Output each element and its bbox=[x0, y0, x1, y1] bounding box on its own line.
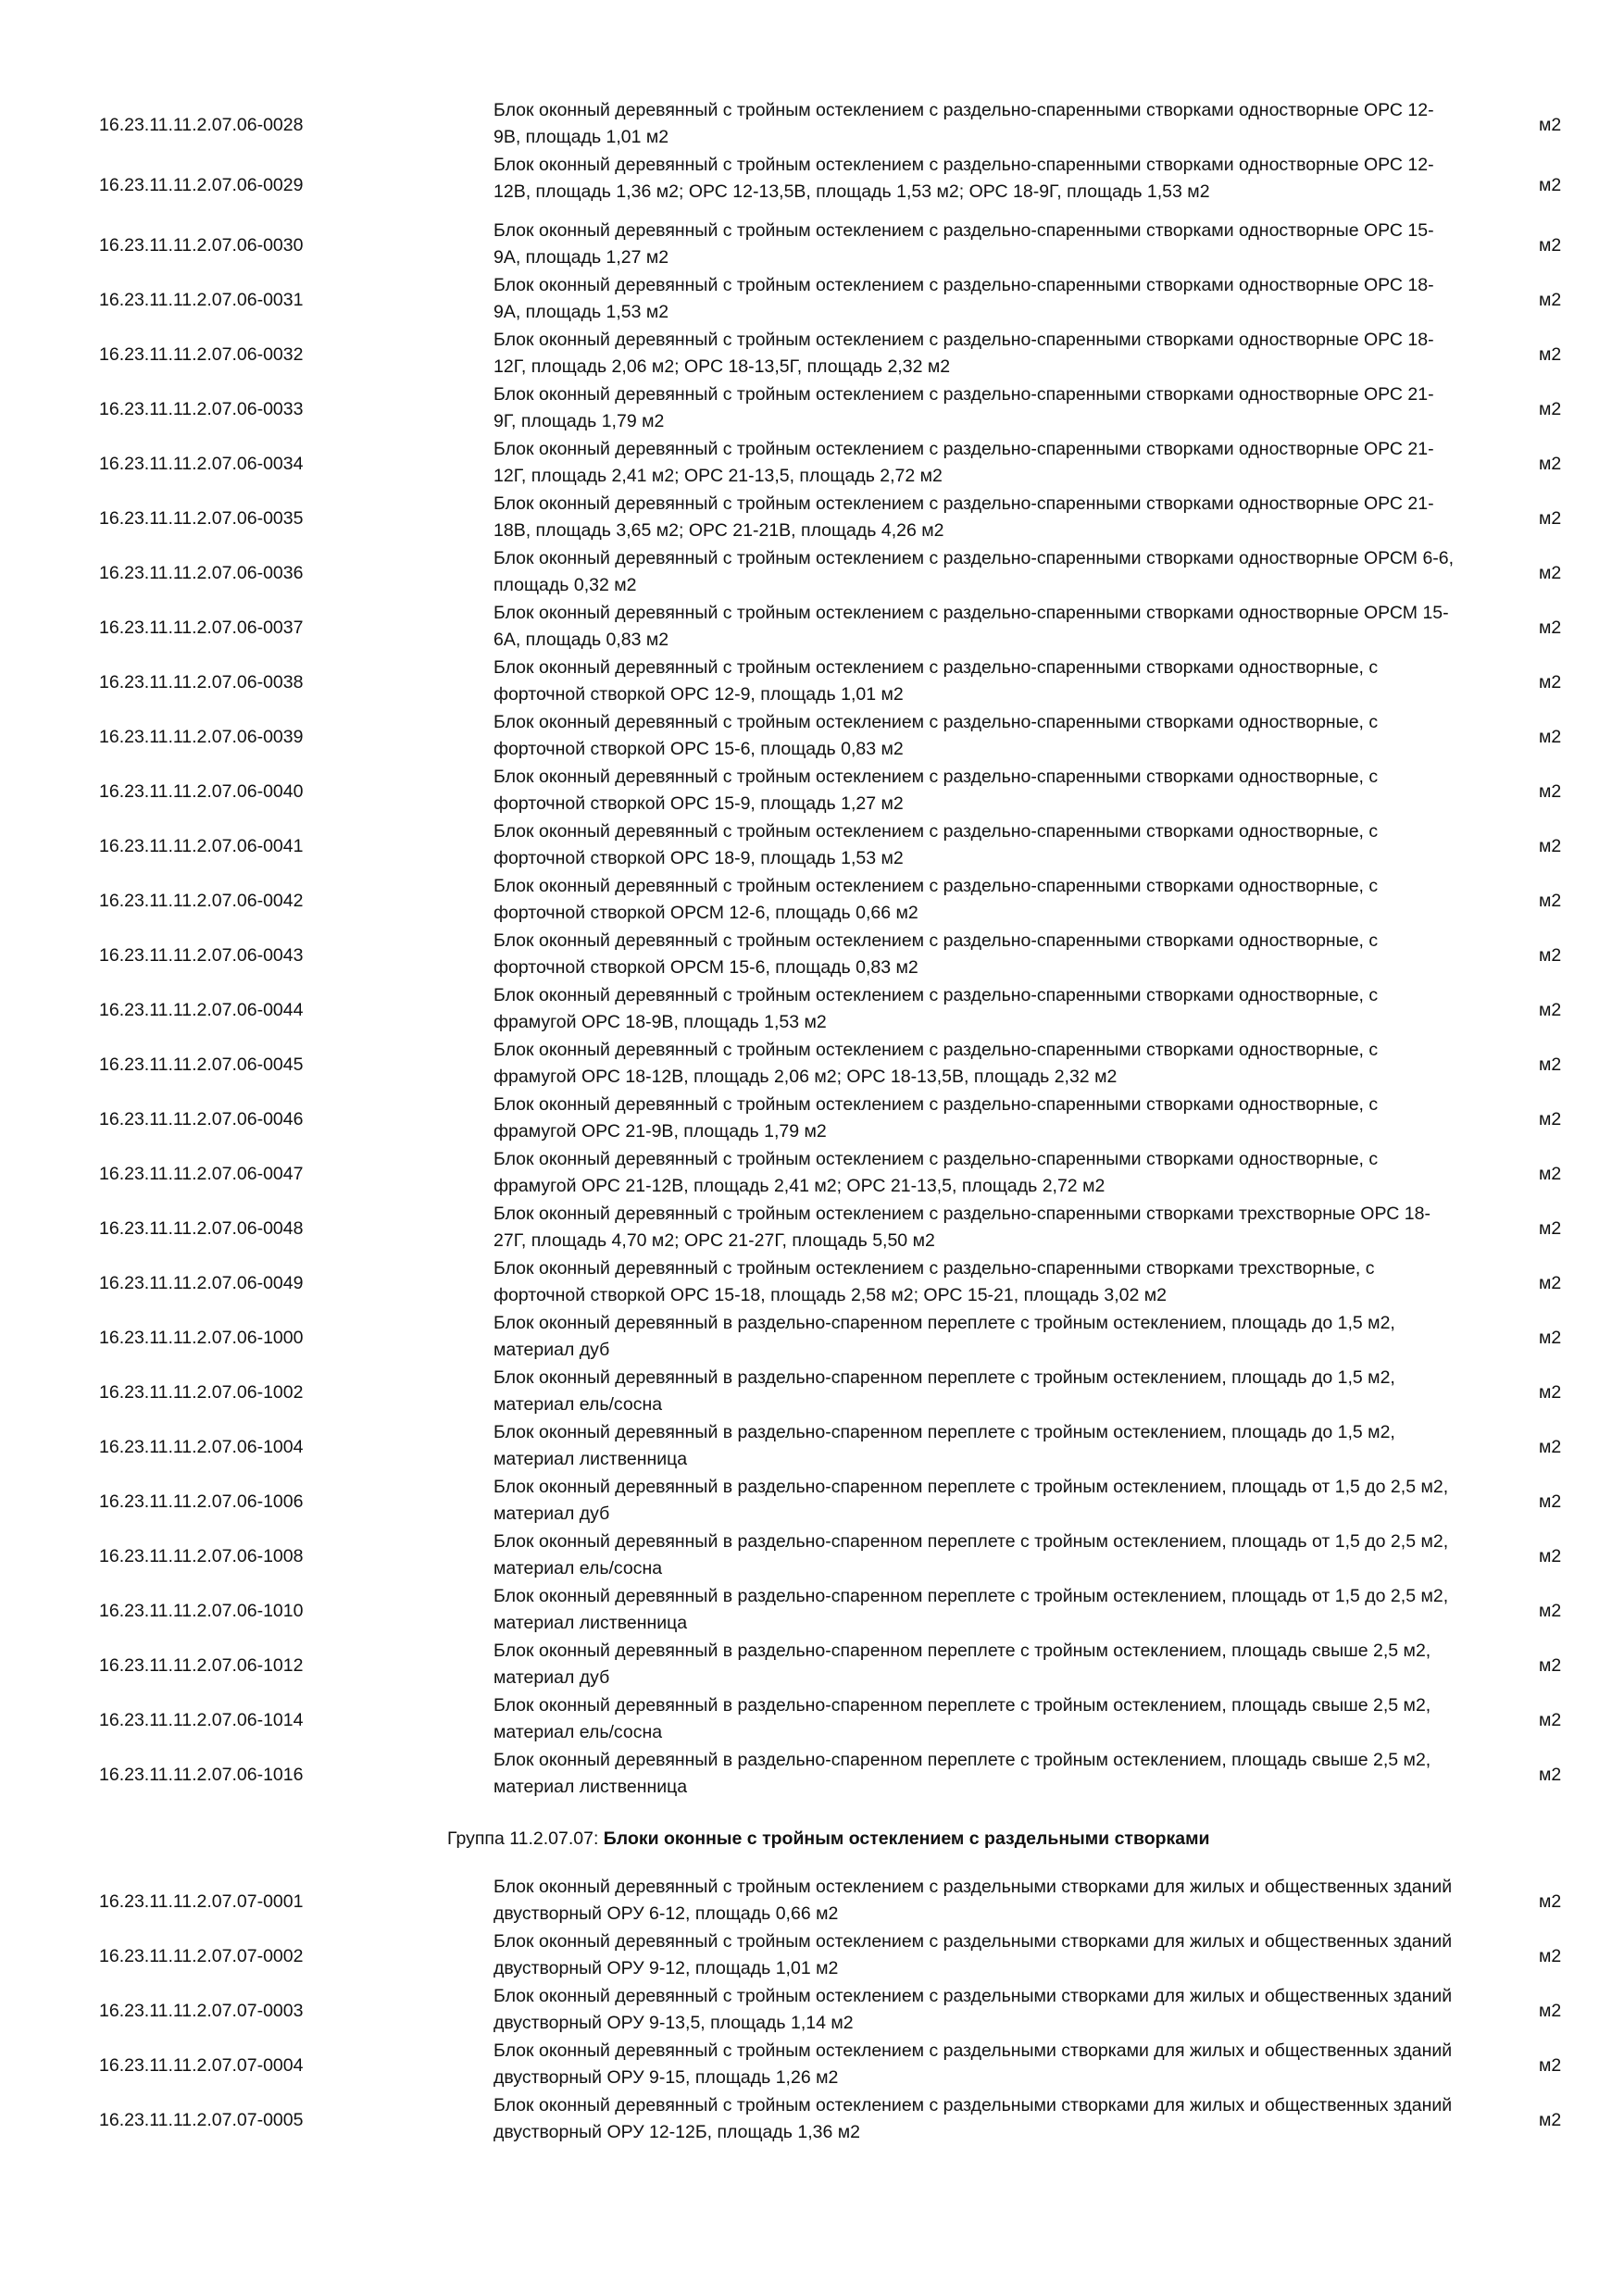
resource-code: 16.23.11.11.2.07.07-0002 bbox=[99, 1946, 304, 1966]
resource-description: Блок оконный деревянный с тройным остеклением с раздельно-спаренными створками одностворные, с фрамугой ОРС 18-12В, площадь 2,06 м2; ОРС 18-13,5В, площадь 2,32 м2 bbox=[493, 1040, 1379, 1087]
table-row bbox=[0, 1929, 1624, 1984]
unit-of-measure: м2 bbox=[1539, 115, 1562, 135]
unit-of-measure: м2 bbox=[1539, 727, 1562, 747]
resource-description: Блок оконный деревянный с тройным остеклением с раздельно-спаренными створками трехстворные ОРС 18-27Г, площадь 4,70 м2; ОРС 21-27Г, площадь 5,50 м2 bbox=[493, 1204, 1430, 1251]
resource-description: Блок оконный деревянный с тройным остеклением с раздельными створками для жилых и общественных зданий двустворный ОРУ 9-15, площадь 1,26 м2 bbox=[493, 2040, 1453, 2088]
resource-code: 16.23.11.11.2.07.06-1012 bbox=[99, 1655, 304, 1676]
resource-code: 16.23.11.11.2.07.06-0032 bbox=[99, 344, 304, 365]
resource-code: 16.23.11.11.2.07.06-1000 bbox=[99, 1328, 304, 1348]
resource-code: 16.23.11.11.2.07.06-1014 bbox=[99, 1710, 304, 1730]
resource-code: 16.23.11.11.2.07.06-0047 bbox=[99, 1164, 304, 1184]
resource-description: Блок оконный деревянный в раздельно-спаренном переплете с тройным остеклением, площадь от 1,5 до 2,5 м2, материал лиственница bbox=[493, 1586, 1449, 1633]
unit-of-measure: м2 bbox=[1539, 290, 1562, 310]
resource-code: 16.23.11.11.2.07.06-0030 bbox=[99, 235, 304, 256]
table-row bbox=[0, 1475, 1624, 1529]
resource-code: 16.23.11.11.2.07.06-1004 bbox=[99, 1437, 304, 1457]
resource-description: Блок оконный деревянный с тройным остеклением с раздельными створками для жилых и общественных зданий двустворный ОРУ 9-13,5, площадь 1,14 м2 bbox=[493, 1986, 1453, 2033]
resource-description: Блок оконный деревянный с тройным остеклением с раздельно-спаренными створками одностворные, с форточной створкой ОРС 12-9, площадь 1,01 м2 bbox=[493, 657, 1379, 705]
table-row bbox=[0, 1984, 1624, 2039]
table-row bbox=[0, 1529, 1624, 1584]
resource-code: 16.23.11.11.2.07.06-0039 bbox=[99, 727, 304, 747]
table-row bbox=[0, 1311, 1624, 1366]
resource-code: 16.23.11.11.2.07.06-0028 bbox=[99, 115, 304, 135]
table-row bbox=[0, 1748, 1624, 1803]
unit-of-measure: м2 bbox=[1539, 1328, 1562, 1348]
table-row bbox=[0, 1038, 1624, 1092]
resource-code: 16.23.11.11.2.07.07-0001 bbox=[99, 1891, 304, 1912]
resource-description: Блок оконный деревянный с тройным остеклением с раздельно-спаренными створками одностворные, с фрамугой ОРС 21-9В, площадь 1,79 м2 bbox=[493, 1094, 1379, 1142]
unit-of-measure: м2 bbox=[1539, 781, 1562, 802]
table-row bbox=[0, 153, 1624, 218]
resource-code: 16.23.11.11.2.07.06-0036 bbox=[99, 563, 304, 583]
resource-description: Блок оконный деревянный с тройным остеклением с раздельно-спаренными створками одностворные, с фрамугой ОРС 21-12В, площадь 2,41 м2; ОРС 21-13,5, площадь 2,72 м2 bbox=[493, 1149, 1379, 1196]
resource-code: 16.23.11.11.2.07.06-0045 bbox=[99, 1054, 304, 1075]
resource-description: Блок оконный деревянный с тройным остеклением с раздельно-спаренными створками одностворные, с форточной створкой ОРСМ 12-6, площадь 0,66 м2 bbox=[493, 876, 1379, 923]
resource-description: Блок оконный деревянный в раздельно-спаренном переплете с тройным остеклением, площадь до 1,5 м2, материал ель/сосна bbox=[493, 1367, 1395, 1415]
unit-of-measure: м2 bbox=[1539, 1382, 1562, 1403]
table-row bbox=[0, 328, 1624, 382]
unit-of-measure: м2 bbox=[1539, 454, 1562, 474]
unit-of-measure: м2 bbox=[1539, 1437, 1562, 1457]
table-row bbox=[0, 382, 1624, 437]
unit-of-measure: м2 bbox=[1539, 1273, 1562, 1293]
unit-of-measure: м2 bbox=[1539, 618, 1562, 638]
table-row bbox=[0, 1584, 1624, 1639]
unit-of-measure: м2 bbox=[1539, 1655, 1562, 1676]
table-row bbox=[0, 819, 1624, 874]
unit-of-measure: м2 bbox=[1539, 1946, 1562, 1966]
resource-description: Блок оконный деревянный с тройным остеклением с раздельно-спаренными створками одностворные ОРС 12-9В, площадь 1,01 м2 bbox=[493, 100, 1434, 147]
unit-of-measure: м2 bbox=[1539, 1891, 1562, 1912]
resource-code: 16.23.11.11.2.07.06-1008 bbox=[99, 1546, 304, 1566]
resource-code: 16.23.11.11.2.07.06-0048 bbox=[99, 1218, 304, 1239]
unit-of-measure: м2 bbox=[1539, 399, 1562, 419]
resource-code: 16.23.11.11.2.07.07-0005 bbox=[99, 2110, 304, 2130]
unit-of-measure: м2 bbox=[1539, 1601, 1562, 1621]
unit-of-measure: м2 bbox=[1539, 672, 1562, 693]
table-row bbox=[0, 492, 1624, 546]
unit-of-measure: м2 bbox=[1539, 2055, 1562, 2076]
table-row bbox=[0, 2093, 1624, 2148]
group-07-title: Блоки оконные с тройным остеклением с раздельными створками bbox=[598, 1828, 1210, 1849]
table-row bbox=[0, 1366, 1624, 1420]
table-row bbox=[0, 874, 1624, 929]
resource-description: Блок оконный деревянный с тройным остеклением с раздельно-спаренными створками одностворные, с форточной створкой ОРС 18-9, площадь 1,53 м2 bbox=[493, 821, 1379, 868]
resource-description: Блок оконный деревянный в раздельно-спаренном переплете с тройным остеклением, площадь до 1,5 м2, материал лиственница bbox=[493, 1422, 1395, 1469]
resource-description: Блок оконный деревянный с тройным остеклением с раздельно-спаренными створками одностворные ОРС 18-9А, площадь 1,53 м2 bbox=[493, 275, 1434, 322]
resource-code: 16.23.11.11.2.07.06-0043 bbox=[99, 945, 304, 966]
table-row bbox=[0, 765, 1624, 819]
resource-code: 16.23.11.11.2.07.06-1016 bbox=[99, 1765, 304, 1785]
table-row bbox=[0, 273, 1624, 328]
table-row bbox=[0, 437, 1624, 492]
table-row bbox=[0, 1147, 1624, 1202]
resource-description: Блок оконный деревянный с тройным остеклением с раздельными створками для жилых и общественных зданий двустворный ОРУ 12-12Б, площадь 1,36 м2 bbox=[493, 2095, 1453, 2142]
table-row bbox=[0, 218, 1624, 273]
resource-code: 16.23.11.11.2.07.06-0034 bbox=[99, 454, 304, 474]
unit-of-measure: м2 bbox=[1539, 836, 1562, 856]
unit-of-measure: м2 bbox=[1539, 1109, 1562, 1129]
group-07-table bbox=[0, 1875, 1624, 2148]
resource-description: Блок оконный деревянный с тройным остеклением с раздельно-спаренными створками одностворные, с фрамугой ОРС 18-9В, площадь 1,53 м2 bbox=[493, 985, 1379, 1032]
unit-of-measure: м2 bbox=[1539, 1491, 1562, 1512]
resource-description: Блок оконный деревянный с тройным остеклением с раздельно-спаренными створками одностворные ОРСМ 15-6А, площадь 0,83 м2 bbox=[493, 603, 1449, 650]
resource-code: 16.23.11.11.2.07.06-0046 bbox=[99, 1109, 304, 1129]
resource-description: Блок оконный деревянный с тройным остеклением с раздельными створками для жилых и общественных зданий двустворный ОРУ 9-12, площадь 1,01 м2 bbox=[493, 1931, 1453, 1978]
table-row bbox=[0, 1420, 1624, 1475]
resource-description: Блок оконный деревянный в раздельно-спаренном переплете с тройным остеклением, площадь от 1,5 до 2,5 м2, материал ель/сосна bbox=[493, 1531, 1449, 1578]
table-row bbox=[0, 1256, 1624, 1311]
table-row bbox=[0, 601, 1624, 655]
unit-of-measure: м2 bbox=[1539, 1710, 1562, 1730]
resource-description: Блок оконный деревянный в раздельно-спаренном переплете с тройным остеклением, площадь свыше 2,5 м2, материал дуб bbox=[493, 1641, 1431, 1688]
resource-description: Блок оконный деревянный с тройным остеклением с раздельно-спаренными створками одностворные ОРС 12-12В, площадь 1,36 м2; ОРС 12-13,5В, площадь 1,53 м2; ОРС 18-9Г, площадь 1,53 м2 bbox=[493, 155, 1434, 202]
table-row bbox=[0, 983, 1624, 1038]
table-row bbox=[0, 546, 1624, 601]
resource-description: Блок оконный деревянный с тройным остеклением с раздельно-спаренными створками трехстворные, с форточной створкой ОРС 15-18, площадь 2,58 м2; ОРС 15-21, площадь 3,02 м2 bbox=[493, 1258, 1375, 1305]
resource-code: 16.23.11.11.2.07.06-0044 bbox=[99, 1000, 304, 1020]
table-row bbox=[0, 1639, 1624, 1693]
unit-of-measure: м2 bbox=[1539, 891, 1562, 911]
table-row bbox=[0, 929, 1624, 983]
resource-description: Блок оконный деревянный в раздельно-спаренном переплете с тройным остеклением, площадь от 1,5 до 2,5 м2, материал дуб bbox=[493, 1477, 1449, 1524]
unit-of-measure: м2 bbox=[1539, 235, 1562, 256]
resource-code: 16.23.11.11.2.07.06-0033 bbox=[99, 399, 304, 419]
unit-of-measure: м2 bbox=[1539, 1765, 1562, 1785]
resource-code: 16.23.11.11.2.07.06-0042 bbox=[99, 891, 304, 911]
unit-of-measure: м2 bbox=[1539, 945, 1562, 966]
resource-code: 16.23.11.11.2.07.06-1010 bbox=[99, 1601, 304, 1621]
resource-code: 16.23.11.11.2.07.06-0040 bbox=[99, 781, 304, 802]
unit-of-measure: м2 bbox=[1539, 344, 1562, 365]
unit-of-measure: м2 bbox=[1539, 2001, 1562, 2021]
resource-description: Блок оконный деревянный с тройным остеклением с раздельно-спаренными створками одностворные, с форточной створкой ОРС 15-6, площадь 0,83 м2 bbox=[493, 712, 1379, 759]
resource-code: 16.23.11.11.2.07.06-0037 bbox=[99, 618, 304, 638]
unit-of-measure: м2 bbox=[1539, 508, 1562, 529]
group-06-table bbox=[0, 98, 1624, 1803]
unit-of-measure: м2 bbox=[1539, 1164, 1562, 1184]
table-row bbox=[0, 710, 1624, 765]
unit-of-measure: м2 bbox=[1539, 1054, 1562, 1075]
resource-description: Блок оконный деревянный с тройным остеклением с раздельно-спаренными створками одностворные, с форточной створкой ОРС 15-9, площадь 1,27 м2 bbox=[493, 767, 1379, 814]
table-row bbox=[0, 2039, 1624, 2093]
resource-code: 16.23.11.11.2.07.06-1006 bbox=[99, 1491, 304, 1512]
table-row bbox=[0, 1693, 1624, 1748]
table-row bbox=[0, 1875, 1624, 1929]
table-row bbox=[0, 1092, 1624, 1147]
resource-code: 16.23.11.11.2.07.06-0049 bbox=[99, 1273, 304, 1293]
unit-of-measure: м2 bbox=[1539, 563, 1562, 583]
resource-description: Блок оконный деревянный с тройным остеклением с раздельно-спаренными створками одностворные ОРС 21-12Г, площадь 2,41 м2; ОРС 21-13,5, площадь 2,72 м2 bbox=[493, 439, 1434, 486]
resource-description: Блок оконный деревянный с тройным остеклением с раздельно-спаренными створками одностворные, с форточной створкой ОРСМ 15-6, площадь 0,83 м2 bbox=[493, 930, 1379, 978]
resource-description: Блок оконный деревянный в раздельно-спаренном переплете с тройным остеклением, площадь свыше 2,5 м2, материал лиственница bbox=[493, 1750, 1431, 1797]
table-row bbox=[0, 1202, 1624, 1256]
group-07-heading bbox=[0, 1803, 1624, 1875]
unit-of-measure: м2 bbox=[1539, 2110, 1562, 2130]
resource-description: Блок оконный деревянный в раздельно-спаренном переплете с тройным остеклением, площадь до 1,5 м2, материал дуб bbox=[493, 1313, 1395, 1360]
resource-code: 16.23.11.11.2.07.06-0031 bbox=[99, 290, 304, 310]
resource-code: 16.23.11.11.2.07.07-0003 bbox=[99, 2001, 304, 2021]
resource-code: 16.23.11.11.2.07.06-0035 bbox=[99, 508, 304, 529]
unit-of-measure: м2 bbox=[1539, 1546, 1562, 1566]
resource-description: Блок оконный деревянный с тройным остеклением с раздельно-спаренными створками одностворные ОРС 18-12Г, площадь 2,06 м2; ОРС 18-13,5Г, площадь 2,32 м2 bbox=[493, 330, 1434, 377]
unit-of-measure: м2 bbox=[1539, 175, 1562, 195]
resource-description: Блок оконный деревянный с тройным остеклением с раздельно-спаренными створками одностворные ОРС 15-9А, площадь 1,27 м2 bbox=[493, 220, 1434, 268]
resource-code: 16.23.11.11.2.07.06-0038 bbox=[99, 672, 304, 693]
unit-of-measure: м2 bbox=[1539, 1000, 1562, 1020]
group-07-label: Группа 11.2.07.07 bbox=[447, 1828, 593, 1849]
unit-of-measure: м2 bbox=[1539, 1218, 1562, 1239]
resource-description: Блок оконный деревянный с тройным остеклением с раздельными створками для жилых и общественных зданий двустворный ОРУ 6-12, площадь 0,66 м2 bbox=[493, 1877, 1453, 1924]
table-row bbox=[0, 98, 1624, 153]
resource-description: Блок оконный деревянный с тройным остеклением с раздельно-спаренными створками одностворные ОРСМ 6-6, площадь 0,32 м2 bbox=[493, 548, 1455, 595]
resource-code: 16.23.11.11.2.07.07-0004 bbox=[99, 2055, 304, 2076]
resource-code: 16.23.11.11.2.07.06-1002 bbox=[99, 1382, 304, 1403]
resource-description: Блок оконный деревянный с тройным остеклением с раздельно-спаренными створками одностворные ОРС 21-18В, площадь 3,65 м2; ОРС 21-21В, площадь 4,26 м2 bbox=[493, 493, 1434, 541]
table-row bbox=[0, 655, 1624, 710]
group-07-colon: : bbox=[593, 1828, 599, 1849]
resource-code: 16.23.11.11.2.07.06-0041 bbox=[99, 836, 304, 856]
resource-description: Блок оконный деревянный в раздельно-спаренном переплете с тройным остеклением, площадь свыше 2,5 м2, материал ель/сосна bbox=[493, 1695, 1431, 1742]
resource-code: 16.23.11.11.2.07.06-0029 bbox=[99, 175, 304, 195]
resource-description: Блок оконный деревянный с тройным остеклением с раздельно-спаренными створками одностворные ОРС 21-9Г, площадь 1,79 м2 bbox=[493, 384, 1434, 431]
document-page bbox=[0, 98, 1624, 2148]
